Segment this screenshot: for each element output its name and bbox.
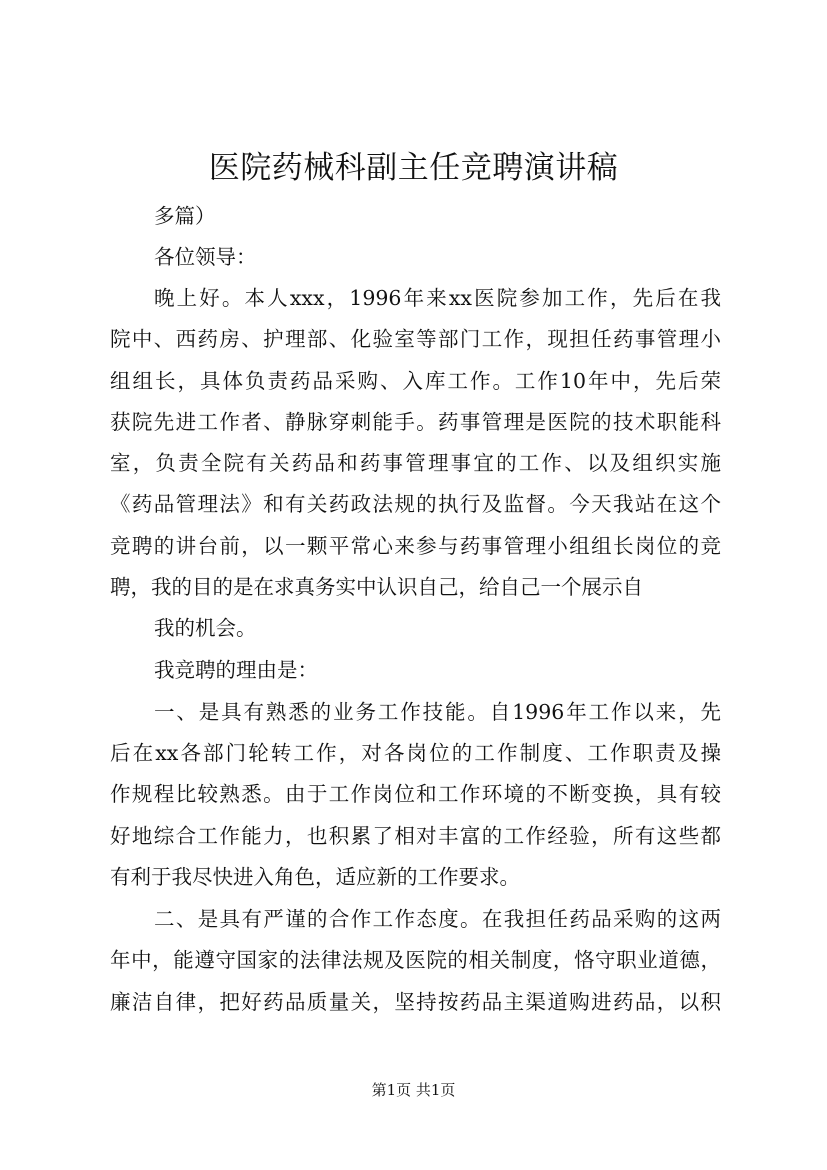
body-line: 廉洁自律，把好药品质量关，坚持按药品主渠道购进药品，以积 [110,990,721,1014]
page-footer: 第1页 共1页 [371,1081,456,1099]
body-line: 多篇） [154,204,216,228]
body-line: 晚上好。本人xxx，1996年来xx医院参加工作，先后在我 [154,286,721,310]
body-line: 室，负责全院有关药品和药事管理事宜的工作、以及组织实施 [110,451,721,475]
body-line: 我的机会。 [154,616,257,640]
body-line: 年中，能遵守国家的法律法规及医院的相关制度，恪守职业道德， [110,948,721,972]
body-line: 好地综合工作能力，也积累了相对丰富的工作经验，所有这些都 [110,824,721,848]
body-line: 组组长，具体负责药品采购、入库工作。工作10年中，先后荣 [110,369,721,393]
body-line: 《药品管理法》和有关药政法规的执行及监督。今天我站在这个 [110,492,721,516]
body-line: 二、是具有严谨的合作工作态度。在我担任药品采购的这两 [154,907,721,931]
body-line: 我竞聘的理由是： [154,658,318,682]
body-line: 获院先进工作者、静脉穿刺能手。药事管理是医院的技术职能科 [110,410,721,434]
body-line: 有利于我尽快进入角色，适应新的工作要求。 [110,865,520,889]
body-line: 后在xx各部门轮转工作，对各岗位的工作制度、工作职责及操 [110,741,721,765]
body-line: 作规程比较熟悉。由于工作岗位和工作环境的不断变换，具有较 [110,782,721,806]
body-line: 竞聘的讲台前，以一颗平常心来参与药事管理小组组长岗位的竞 [110,534,721,558]
body-line: 各位领导： [154,245,257,269]
document-title: 医院药械科副主任竞聘演讲稿 [208,150,619,186]
body-line: 聘，我的目的是在求真务实中认识自己，给自己一个展示自 [110,575,643,599]
body-line: 院中、西药房、护理部、化验室等部门工作，现担任药事管理小 [110,327,721,351]
body-line: 一、是具有熟悉的业务工作技能。自1996年工作以来，先 [154,700,721,724]
